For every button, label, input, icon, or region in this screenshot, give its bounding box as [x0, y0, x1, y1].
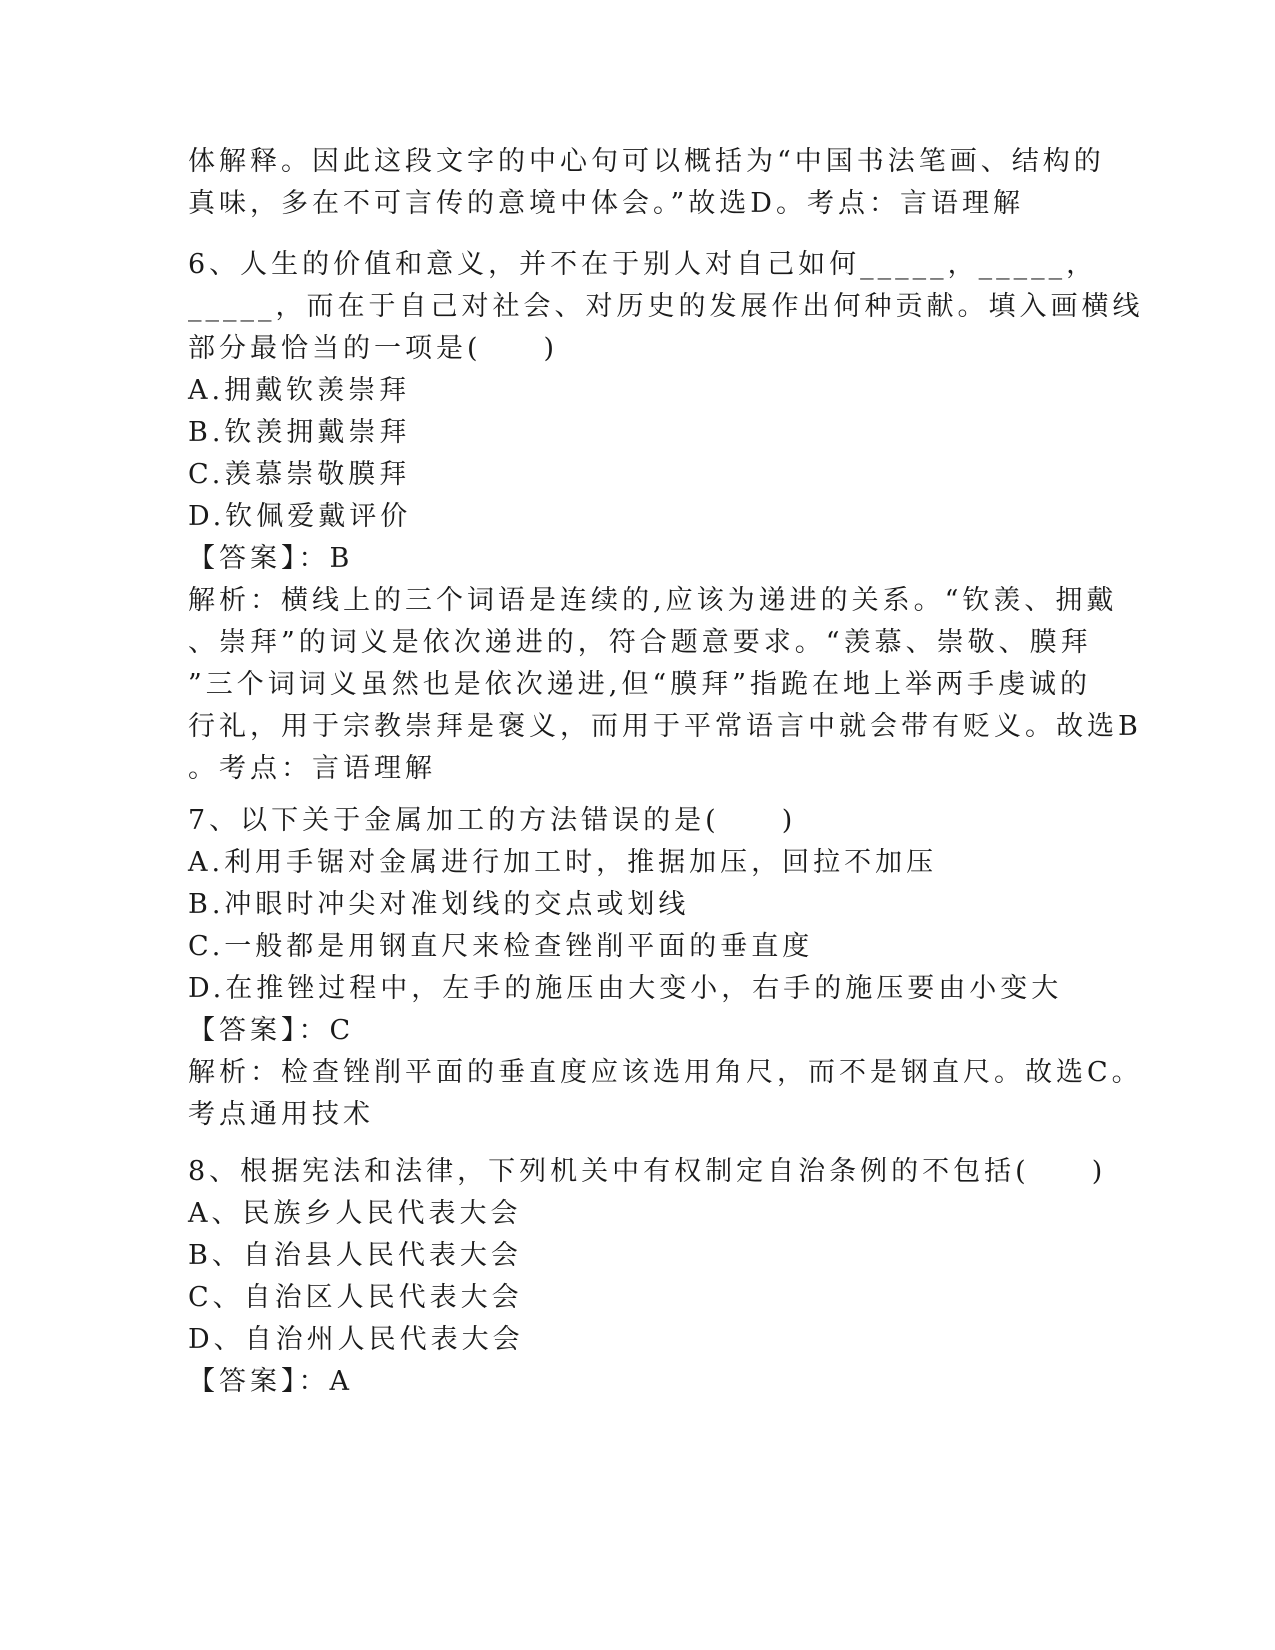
answer: 【答案】：C: [188, 1015, 355, 1046]
answer: 【答案】：B: [188, 543, 354, 574]
option-c: C.羡慕崇敬膜拜: [188, 459, 411, 490]
option-b: B、自治县人民代表大会: [188, 1240, 522, 1271]
option-a: A.拥戴钦羡崇拜: [188, 375, 411, 406]
question-8: [188, 1151, 1107, 1403]
analysis-line: 解析：检查锉削平面的垂直度应该选用角尺，而不是钢直尺。故选C。: [188, 1057, 1143, 1088]
option-d: D.在推锉过程中，左手的施压由大变小，右手的施压要由小变大: [188, 973, 1063, 1004]
option-d: D、自治州人民代表大会: [188, 1324, 524, 1355]
question-6: [188, 244, 1144, 790]
text-line: 体解释。因此这段文字的中心句可以概括为“中国书法笔画、结构的: [188, 146, 1105, 177]
analysis-line: 考点通用技术: [188, 1099, 374, 1130]
question-stem: 部分最恰当的一项是( ): [188, 333, 559, 364]
question-stem: 6、人生的价值和意义，并不在于别人对自己如何_____，_____，: [188, 249, 1098, 280]
analysis-line: 行礼，用于宗教崇拜是褒义，而用于平常语言中就会带有贬义。故选B: [188, 711, 1142, 742]
analysis-line: ”三个词词义虽然也是依次递进,但“膜拜”指跪在地上举两手虔诚的: [188, 669, 1091, 700]
option-c: C、自治区人民代表大会: [188, 1282, 523, 1313]
analysis-line: 、崇拜”的词义是依次递进的，符合题意要求。“羡慕、崇敬、膜拜: [188, 627, 1092, 658]
question-7: [188, 800, 1143, 1136]
option-c: C.一般都是用钢直尺来检查锉削平面的垂直度: [188, 931, 814, 962]
prev-analysis-continuation: [188, 141, 1105, 225]
question-stem: 8、根据宪法和法律，下列机关中有权制定自治条例的不包括( ): [188, 1156, 1107, 1187]
option-a: A.利用手锯对金属进行加工时，推据加压，回拉不加压: [188, 847, 938, 878]
answer: 【答案】：A: [188, 1366, 353, 1397]
option-b: B.钦羡拥戴崇拜: [188, 417, 411, 448]
text-line: 真味，多在不可言传的意境中体会。”故选D。考点：言语理解: [188, 188, 1024, 219]
option-d: D.钦佩爱戴评价: [188, 501, 412, 532]
option-a: A、民族乡人民代表大会: [188, 1198, 522, 1229]
question-stem: _____，而在于自己对社会、对历史的发展作出何种贡献。填入画横线: [188, 291, 1144, 322]
analysis-line: 。考点：言语理解: [188, 753, 436, 784]
option-b: B.冲眼时冲尖对准划线的交点或划线: [188, 889, 690, 920]
question-stem: 7、以下关于金属加工的方法错误的是( ): [188, 805, 797, 836]
analysis-line: 解析：横线上的三个词语是连续的,应该为递进的关系。“钦羡、拥戴: [188, 585, 1118, 616]
